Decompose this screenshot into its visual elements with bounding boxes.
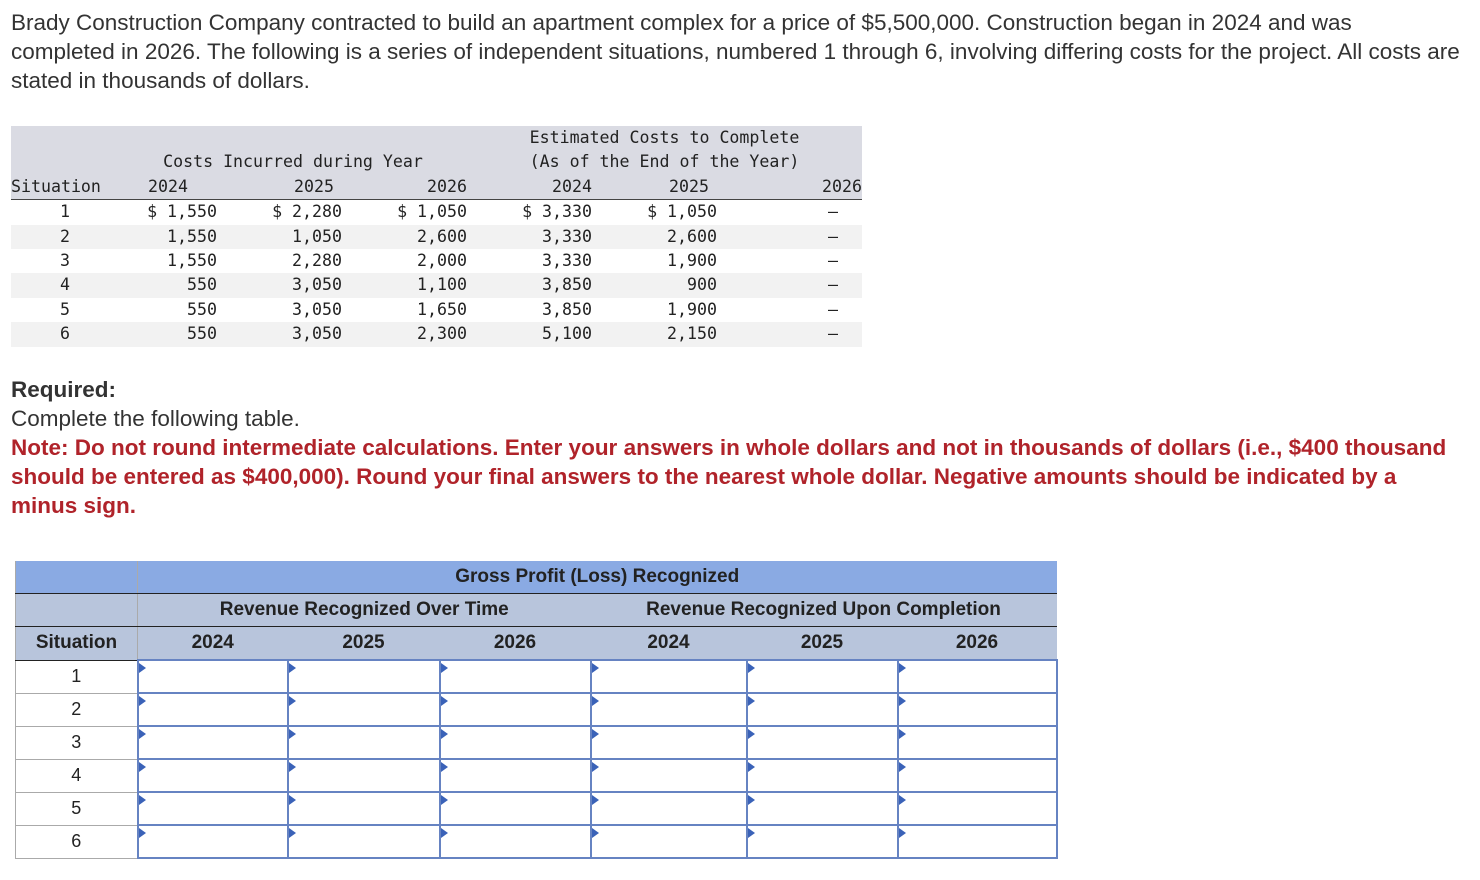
answer-input[interactable]: [748, 826, 897, 857]
cost-cell: 1,650: [417, 299, 467, 319]
cost-cell: $ 1,550: [147, 202, 217, 222]
costs-incurred-header: Costs Incurred during Year: [119, 150, 467, 174]
estimate-cell: 3,330: [467, 225, 592, 249]
year-header: 2025: [288, 627, 440, 661]
answer-input[interactable]: [592, 793, 746, 824]
answer-input[interactable]: [139, 760, 287, 791]
estimate-cell: —: [828, 251, 838, 271]
answer-input[interactable]: [592, 760, 746, 791]
situation-number: 6: [11, 322, 119, 346]
cost-cell: 2,000: [417, 251, 467, 271]
year-header: 2025: [747, 627, 898, 661]
answer-input[interactable]: [289, 826, 439, 857]
estimate-cell: —: [717, 225, 838, 249]
intro-paragraph: Brady Construction Company contracted to build an apartment complex for a price of $5,500,000. Construction began in 2024 and was completed in 2026. The following is a series of independent situations, numbered 1 through 6, involving differing costs for the project. All costs are stated in thousands of dollars.: [11, 10, 1460, 93]
cost-cell: 2,600: [342, 225, 467, 249]
answer-input[interactable]: [441, 727, 590, 758]
est-costs-header-line2: (As of the End of the Year): [467, 150, 862, 174]
answer-input[interactable]: [748, 727, 897, 758]
estimate-cell: —: [717, 322, 838, 346]
answer-input[interactable]: [139, 826, 287, 857]
answer-input[interactable]: [139, 793, 287, 824]
required-section: [11, 375, 1466, 520]
table-row: [11, 273, 862, 297]
situation-header: Situation: [16, 627, 138, 661]
answer-row: [16, 759, 1057, 792]
costs-table: [11, 126, 862, 347]
answer-input[interactable]: [289, 793, 439, 824]
table-row: [11, 200, 862, 225]
estimate-cell: —: [828, 202, 838, 222]
answer-input[interactable]: [289, 661, 439, 692]
required-title: Required:: [11, 377, 117, 402]
answer-input[interactable]: [748, 694, 897, 725]
situation-number: 4: [16, 759, 138, 792]
answer-input[interactable]: [899, 760, 1056, 791]
gross-profit-header: Gross Profit (Loss) Recognized: [138, 561, 1057, 594]
year-header: 2024: [119, 175, 217, 200]
estimate-cell: 5,100: [467, 322, 592, 346]
year-header: 2026: [898, 627, 1057, 661]
answer-row: [16, 693, 1057, 726]
answer-input[interactable]: [441, 760, 590, 791]
cost-cell: 550: [119, 322, 217, 346]
answer-input[interactable]: [899, 826, 1056, 857]
estimate-cell: $ 3,330: [522, 202, 592, 222]
estimate-cell: 3,850: [542, 299, 592, 319]
answer-input[interactable]: [441, 826, 590, 857]
situation-number: 5: [60, 299, 70, 319]
cost-cell: 550: [187, 299, 217, 319]
table-row: [11, 298, 862, 322]
situation-number: 5: [16, 792, 138, 825]
situation-number: 1: [60, 202, 70, 222]
estimate-cell: 900: [592, 273, 717, 297]
cost-cell: 1,050: [217, 225, 342, 249]
situation-number: 2: [16, 693, 138, 726]
year-header: 2025: [217, 175, 342, 200]
over-time-header: Revenue Recognized Over Time: [138, 594, 591, 627]
answer-input[interactable]: [748, 661, 897, 692]
answer-input[interactable]: [592, 661, 746, 692]
cost-cell: 3,050: [217, 322, 342, 346]
answer-input[interactable]: [748, 793, 897, 824]
situation-header: Situation: [11, 175, 119, 200]
situation-number: 2: [11, 225, 119, 249]
estimate-cell: 1,900: [667, 299, 717, 319]
answer-row: [16, 825, 1057, 858]
year-header: 2024: [138, 627, 288, 661]
cost-cell: 1,550: [167, 251, 217, 271]
estimate-cell: 3,850: [467, 273, 592, 297]
cost-cell: 2,280: [292, 251, 342, 271]
cost-cell: 550: [119, 273, 217, 297]
answer-input[interactable]: [592, 826, 746, 857]
year-header: 2026: [342, 175, 467, 200]
cost-cell: 3,050: [292, 299, 342, 319]
answer-input[interactable]: [592, 694, 746, 725]
situation-number: 1: [16, 660, 138, 693]
table-row: [11, 225, 862, 249]
estimate-cell: —: [828, 299, 838, 319]
required-instruction: Complete the following table.: [11, 406, 300, 431]
upon-completion-header: Revenue Recognized Upon Completion: [591, 594, 1057, 627]
answer-table: [15, 561, 1058, 859]
year-header: 2025: [592, 175, 717, 200]
estimate-cell: 1,900: [667, 251, 717, 271]
answer-row: [16, 660, 1057, 693]
cost-cell: 2,300: [342, 322, 467, 346]
cost-cell: 3,050: [217, 273, 342, 297]
answer-input[interactable]: [289, 760, 439, 791]
answer-row: [16, 792, 1057, 825]
table-row: [11, 249, 862, 273]
answer-input[interactable]: [289, 727, 439, 758]
answer-input[interactable]: [441, 793, 590, 824]
estimate-cell: 3,330: [542, 251, 592, 271]
table-row: [11, 322, 862, 346]
cost-cell: 1,100: [342, 273, 467, 297]
cost-cell: $ 1,050: [397, 202, 467, 222]
answer-input[interactable]: [441, 661, 590, 692]
answer-input[interactable]: [748, 760, 897, 791]
answer-input[interactable]: [139, 661, 287, 692]
answer-input[interactable]: [289, 694, 439, 725]
answer-input[interactable]: [899, 727, 1056, 758]
required-note: Note: Do not round intermediate calculations. Enter your answers in whole dollars and not in thousands of dollars (i.e., $400 thousand should be entered as $400,000). Round your final answers to the nearest whole dollar. Negative amounts should be indicated by a minus sign.: [11, 435, 1447, 518]
estimate-cell: —: [717, 273, 838, 297]
est-costs-header-line1: Estimated Costs to Complete: [467, 126, 862, 150]
estimate-cell: $ 1,050: [647, 202, 717, 222]
answer-input[interactable]: [899, 694, 1056, 725]
year-header: 2026: [440, 627, 591, 661]
cost-cell: $ 2,280: [272, 202, 342, 222]
year-header: 2024: [591, 627, 747, 661]
situation-number: 3: [16, 726, 138, 759]
answer-input[interactable]: [899, 793, 1056, 824]
situation-number: 6: [16, 825, 138, 858]
year-header: 2026: [717, 175, 862, 200]
answer-input[interactable]: [139, 727, 287, 758]
estimate-cell: 2,600: [592, 225, 717, 249]
year-header: 2024: [467, 175, 592, 200]
situation-number: 4: [11, 273, 119, 297]
answer-input[interactable]: [899, 661, 1056, 692]
answer-row: [16, 726, 1057, 759]
answer-input[interactable]: [441, 694, 590, 725]
answer-input[interactable]: [139, 694, 287, 725]
answer-input[interactable]: [592, 727, 746, 758]
estimate-cell: 2,150: [592, 322, 717, 346]
situation-number: 3: [60, 251, 70, 271]
cost-cell: 1,550: [119, 225, 217, 249]
